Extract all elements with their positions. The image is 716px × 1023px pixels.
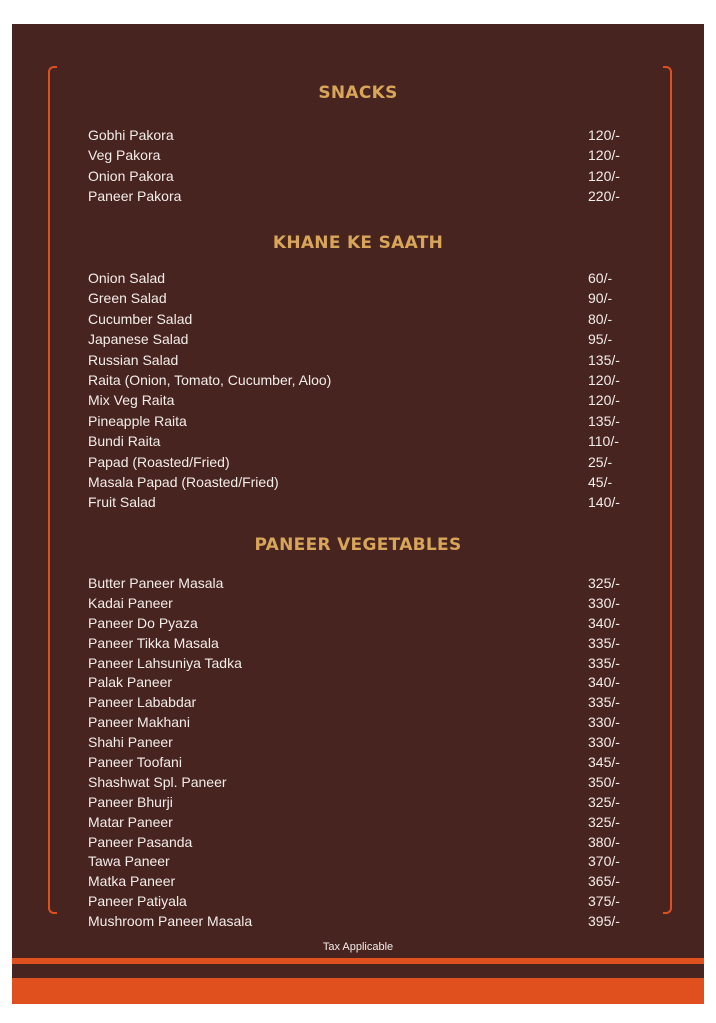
menu-item: [88, 813, 628, 833]
menu-item: [88, 892, 628, 912]
menu-item: [88, 614, 628, 634]
menu-item: [88, 390, 628, 410]
item-price: 375/-: [588, 893, 620, 910]
menu-item: [88, 773, 628, 793]
section-title-snacks: SNACKS: [318, 83, 398, 103]
menu-item: [88, 793, 628, 813]
menu-item: [88, 713, 628, 733]
item-price: 80/-: [588, 310, 613, 327]
footer-stripe-thin: [12, 958, 704, 964]
item-price: 335/-: [588, 634, 620, 651]
snacks-item-list: [88, 125, 628, 207]
item-price: 120/-: [588, 127, 620, 143]
item-name: Masala Papad (Roasted/Fried): [88, 473, 279, 490]
menu-item: [88, 753, 628, 773]
menu-item: [88, 673, 628, 693]
item-price: 365/-: [588, 873, 620, 890]
item-price: 220/-: [588, 188, 620, 205]
item-name: Shashwat Spl. Paneer: [88, 773, 227, 790]
item-name: Paneer Lahsuniya Tadka: [88, 654, 242, 671]
item-name: Fruit Salad: [88, 494, 156, 511]
menu-item: [88, 350, 628, 370]
menu-item: [88, 288, 628, 308]
menu-item: [88, 654, 628, 674]
menu-item: [88, 145, 628, 165]
item-price: 380/-: [588, 833, 620, 850]
tax-note: Tax Applicable: [322, 941, 394, 953]
item-price: 340/-: [588, 614, 620, 631]
item-name: Onion Pakora: [88, 167, 174, 184]
item-name: Paneer Toofani: [88, 754, 182, 771]
footer-stripe-thick: [12, 978, 704, 1004]
item-price: 330/-: [588, 734, 620, 751]
item-price: 120/-: [588, 147, 620, 164]
item-price: 325/-: [588, 793, 620, 810]
item-price: 95/-: [588, 331, 613, 348]
menu-item: [88, 411, 628, 431]
item-price: 45/-: [588, 473, 613, 490]
item-name: Kadai Paneer: [88, 594, 173, 611]
menu-item: [88, 309, 628, 329]
menu-item: [88, 329, 628, 349]
item-name: Gobhi Pakora: [88, 127, 174, 143]
item-name: Mushroom Paneer Masala: [88, 913, 253, 930]
item-name: Matka Paneer: [88, 873, 176, 890]
section-title-khane-ke-saath: KHANE KE SAATH: [272, 233, 444, 253]
item-price: 330/-: [588, 594, 620, 611]
item-price: 345/-: [588, 754, 620, 771]
item-name: Papad (Roasted/Fried): [88, 453, 230, 470]
item-price: 335/-: [588, 654, 620, 671]
menu-item: [88, 431, 628, 451]
item-name: Paneer Bhurji: [88, 793, 173, 810]
menu-item: [88, 733, 628, 753]
item-name: Raita (Onion, Tomato, Cucumber, Aloo): [88, 371, 332, 388]
item-price: 335/-: [588, 694, 620, 711]
item-name: Paneer Pasanda: [88, 833, 193, 850]
item-name: Paneer Do Pyaza: [88, 614, 198, 631]
menu-item: [88, 452, 628, 472]
item-name: Matar Paneer: [88, 813, 173, 830]
item-name: Shahi Paneer: [88, 734, 173, 751]
menu-item: [88, 125, 628, 145]
item-name: Tawa Paneer: [88, 853, 170, 870]
item-name: Onion Salad: [88, 270, 166, 286]
right-frame-bracket: [663, 66, 672, 914]
menu-card: [12, 24, 704, 1004]
menu-item: [88, 912, 628, 932]
section-title-paneer-vegetables: PANEER VEGETABLES: [254, 535, 462, 555]
item-price: 395/-: [588, 913, 620, 930]
item-price: 120/-: [588, 167, 620, 184]
item-name: Paneer Patiyala: [88, 893, 187, 910]
menu-item: [88, 693, 628, 713]
item-price: 60/-: [588, 270, 613, 286]
menu-item: [88, 370, 628, 390]
menu-item: [88, 472, 628, 492]
item-name: Mix Veg Raita: [88, 392, 175, 409]
item-name: Butter Paneer Masala: [88, 575, 224, 591]
item-price: 25/-: [588, 453, 613, 470]
item-name: Russian Salad: [88, 351, 179, 368]
menu-item: [88, 634, 628, 654]
item-name: Bundi Raita: [88, 433, 161, 450]
item-name: Paneer Pakora: [88, 188, 182, 205]
item-price: 90/-: [588, 290, 613, 307]
menu-item: [88, 492, 628, 512]
item-name: Green Salad: [88, 290, 167, 307]
item-price: 330/-: [588, 714, 620, 731]
item-name: Paneer Lababdar: [88, 694, 197, 711]
item-price: 370/-: [588, 853, 620, 870]
item-price: 325/-: [588, 813, 620, 830]
item-price: 340/-: [588, 674, 620, 691]
menu-item: [88, 268, 628, 288]
item-name: Veg Pakora: [88, 147, 161, 164]
menu-item: [88, 872, 628, 892]
item-name: Pineapple Raita: [88, 412, 187, 429]
menu-item: [88, 186, 628, 206]
item-price: 135/-: [588, 412, 620, 429]
item-price: 325/-: [588, 575, 620, 591]
item-name: Palak Paneer: [88, 674, 173, 691]
menu-item: [88, 833, 628, 853]
item-price: 140/-: [588, 494, 620, 511]
item-name: Paneer Makhani: [88, 714, 190, 731]
item-price: 350/-: [588, 773, 620, 790]
paneer-vegetables-item-list: [88, 574, 628, 932]
left-frame-bracket: [48, 66, 57, 914]
item-price: 120/-: [588, 371, 620, 388]
menu-item: [88, 594, 628, 614]
item-price: 135/-: [588, 351, 620, 368]
menu-item: [88, 166, 628, 186]
item-price: 110/-: [588, 433, 619, 450]
khane-ke-saath-item-list: [88, 268, 628, 513]
menu-item: [88, 574, 628, 594]
item-name: Cucumber Salad: [88, 310, 193, 327]
item-name: Paneer Tikka Masala: [88, 634, 219, 651]
menu-item: [88, 852, 628, 872]
item-name: Japanese Salad: [88, 331, 189, 348]
item-price: 120/-: [588, 392, 620, 409]
